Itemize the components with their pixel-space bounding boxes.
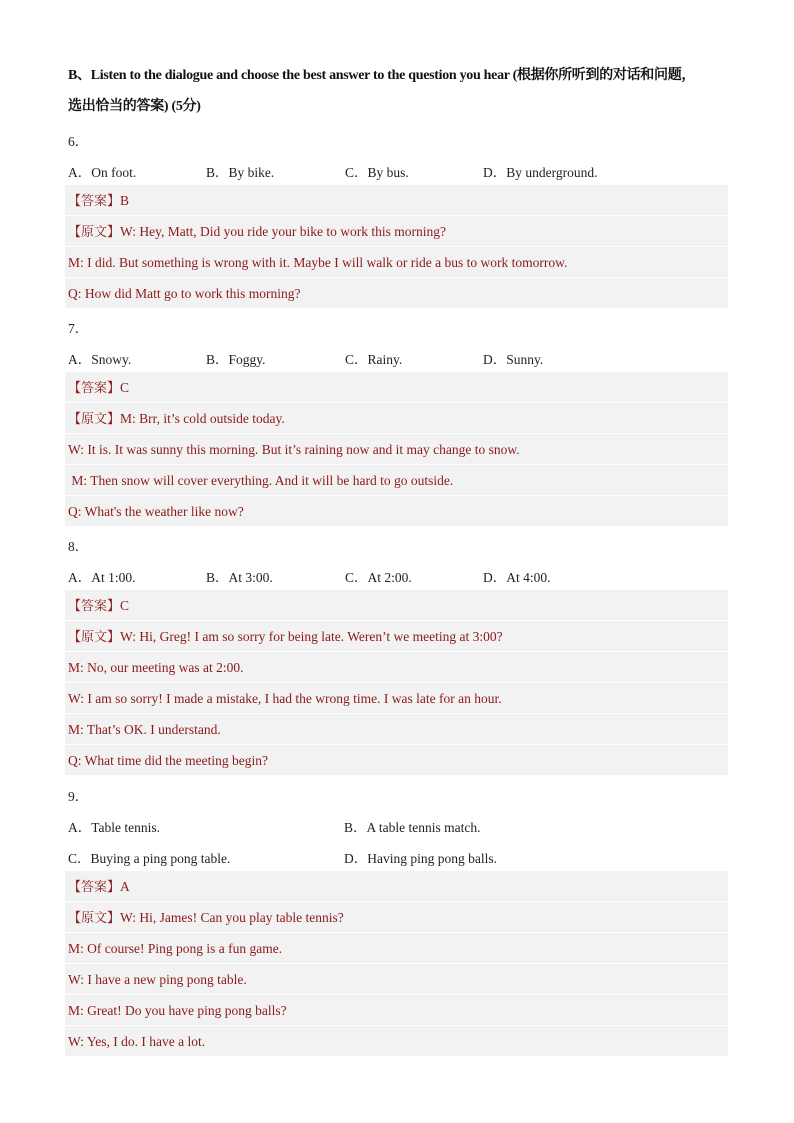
- answer-row: [65, 185, 728, 216]
- question-9-option-b: B．A table tennis match.: [344, 820, 481, 835]
- transcript-text: M: Brr, it’s cold outside today.: [120, 411, 285, 426]
- question-9-answer-block: [65, 871, 728, 1057]
- transcript-line: M: Then snow will cover everything. And it will be hard to go outside.: [65, 465, 728, 496]
- transcript-line: M: No, our meeting was at 2:00.: [65, 652, 728, 683]
- question-8-number: 8．: [68, 539, 89, 554]
- question-6-answer-block: [65, 185, 728, 309]
- transcript-line: M: Of course! Ping pong is a fun game.: [65, 933, 728, 964]
- answer-tag: 【答案】: [68, 194, 121, 209]
- transcript-line: [65, 902, 728, 933]
- question-7-option-c: C．Rainy.: [345, 352, 403, 367]
- question-9-option-a: A．Table tennis.: [68, 820, 161, 835]
- question-7-number: 7．: [68, 321, 89, 336]
- transcript-text: W: Hi, Greg! I am so sorry for being late. Weren’t we meeting at 3:00?: [120, 629, 503, 644]
- transcript-line: [65, 621, 728, 652]
- question-9-number: 9．: [68, 789, 89, 804]
- transcript-line: M: Great! Do you have ping pong balls?: [65, 995, 728, 1026]
- answer-tag: 【答案】: [68, 880, 121, 895]
- transcript-line: Q: What's the weather like now?: [65, 496, 728, 527]
- transcript-text: W: Hi, James! Can you play table tennis?: [120, 910, 344, 925]
- question-7-option-b: B．Foggy.: [206, 352, 266, 367]
- question-6-number: 6．: [68, 134, 89, 149]
- question-8-option-d: D．At 4:00.: [483, 570, 551, 585]
- transcript-line: Q: What time did the meeting begin?: [65, 745, 728, 776]
- answer-value: C: [120, 598, 130, 613]
- transcript-line: W: I am so sorry! I made a mistake, I had the wrong time. I was late for an hour.: [65, 683, 728, 714]
- answer-value: B: [120, 193, 130, 208]
- question-8-option-a: A．At 1:00.: [68, 570, 136, 585]
- original-tag: 【原文】: [68, 412, 121, 427]
- question-9-option-d: D．Having ping pong balls.: [344, 851, 497, 866]
- question-6-option-a: A．On foot.: [68, 165, 137, 180]
- original-tag: 【原文】: [68, 630, 121, 645]
- answer-value: A: [120, 879, 130, 894]
- original-tag: 【原文】: [68, 911, 121, 926]
- transcript-line: [65, 216, 728, 247]
- transcript-text: W: Hey, Matt, Did you ride your bike to work this morning?: [120, 224, 446, 239]
- answer-row: [65, 871, 728, 902]
- question-6-option-b: B．By bike.: [206, 165, 275, 180]
- transcript-line: W: It is. It was sunny this morning. But it’s raining now and it may change to snow.: [65, 434, 728, 465]
- answer-value: C: [120, 380, 130, 395]
- question-6-option-d: D．By underground.: [483, 165, 598, 180]
- section-title-line-2: 选出恰当的答案) (5分): [68, 99, 201, 114]
- original-tag: 【原文】: [68, 225, 121, 240]
- question-8-answer-block: [65, 590, 728, 776]
- question-7-option-a: A．Snowy.: [68, 352, 132, 367]
- answer-row: [65, 372, 728, 403]
- transcript-line: W: I have a new ping pong table.: [65, 964, 728, 995]
- answer-row: [65, 590, 728, 621]
- transcript-line: [65, 403, 728, 434]
- transcript-line: M: That’s OK. I understand.: [65, 714, 728, 745]
- section-title-line-1: B、Listen to the dialogue and choose the best answer to the question you hear (根据你所听到的对话和问题，: [68, 68, 696, 83]
- transcript-line: W: Yes, I do. I have a lot.: [65, 1026, 728, 1057]
- transcript-line: Q: How did Matt go to work this morning?: [65, 278, 728, 309]
- answer-tag: 【答案】: [68, 381, 121, 396]
- transcript-line: M: I did. But something is wrong with it. Maybe I will walk or ride a bus to work tomorrow.: [65, 247, 728, 278]
- answer-tag: 【答案】: [68, 599, 121, 614]
- question-7-option-d: D．Sunny.: [483, 352, 544, 367]
- question-7-answer-block: [65, 372, 728, 527]
- question-8-option-b: B．At 3:00.: [206, 570, 273, 585]
- question-6-option-c: C．By bus.: [345, 165, 409, 180]
- section-title: [68, 60, 728, 122]
- question-8-option-c: C．At 2:00.: [345, 570, 412, 585]
- question-9-option-c: C．Buying a ping pong table.: [68, 851, 231, 866]
